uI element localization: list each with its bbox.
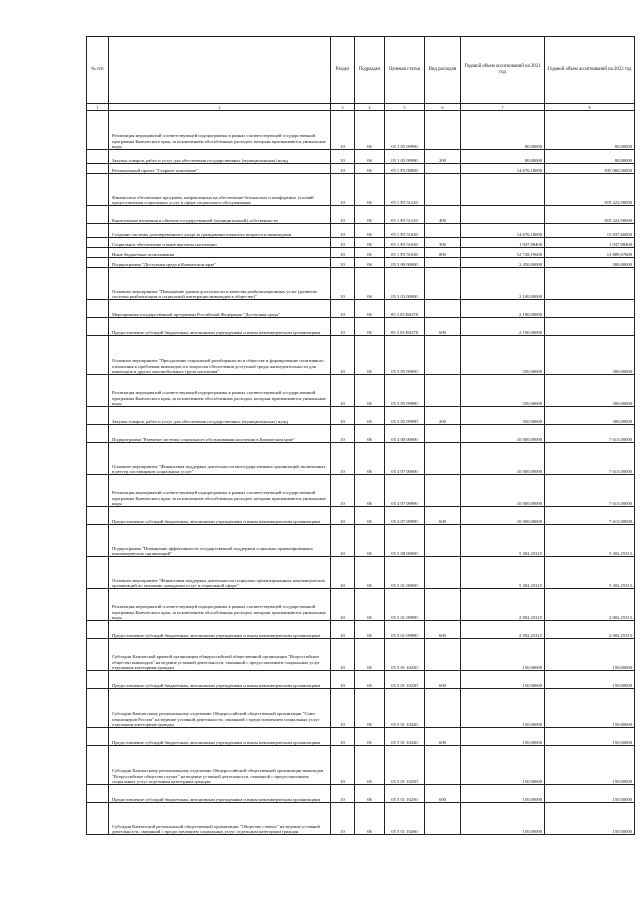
cell-razdel: 10 <box>331 425 355 443</box>
cell-expense-type <box>425 639 461 671</box>
cell-target-item: 05 1 P3 00000 <box>385 164 425 174</box>
cell-amount-2021: 10 000,00000 <box>461 507 545 525</box>
table-row <box>87 238 635 248</box>
cell-num <box>87 425 109 443</box>
cell-num <box>87 475 109 507</box>
cell-amount-2021: 2 902,25315 <box>461 621 545 639</box>
cell-razdel: 10 <box>331 248 355 258</box>
cell-amount-2022 <box>545 268 635 300</box>
header-target-item: Целевая статья <box>385 37 425 104</box>
cell-amount-2022: 5 302,25315 <box>545 557 635 589</box>
cell-amount-2021: 150,00000 <box>461 785 545 803</box>
cell-num <box>87 150 109 164</box>
cell-razdel: 10 <box>331 164 355 174</box>
cell-num <box>87 206 109 224</box>
cell-amount-2022: 300,00000 <box>545 375 635 407</box>
cell-target-item: 05 4 00 00000 <box>385 425 425 443</box>
header-num: № п/п <box>87 37 109 104</box>
cell-podrazdel: 06 <box>355 150 385 164</box>
cell-num <box>87 589 109 621</box>
column-number: 6 <box>425 104 461 111</box>
cell-name: Предоставление субсидий бюджетным, автономным учреждениям и иным некоммерческим организациям <box>109 728 331 746</box>
budget-document <box>86 36 634 835</box>
cell-amount-2022 <box>545 300 635 318</box>
cell-target-item: 05 5 00 00000 <box>385 525 425 557</box>
cell-expense-type: 600 <box>425 785 461 803</box>
cell-podrazdel: 06 <box>355 318 385 336</box>
cell-podrazdel: 06 <box>355 639 385 671</box>
cell-num <box>87 639 109 671</box>
cell-target-item: 05 3 05 09990 <box>385 375 425 407</box>
cell-num <box>87 803 109 835</box>
cell-num <box>87 728 109 746</box>
cell-expense-type <box>425 557 461 589</box>
cell-expense-type: 400 <box>425 206 461 224</box>
cell-name: Основное мероприятие "Преодоление социальной разобщенности в обществе и формирование позитивного отношения к проблемам инвалидов и к вопросам обеспечения доступной среды жизнедеятельности для инвалидов и других маломобильных групп населения" <box>109 336 331 375</box>
cell-name: Основное мероприятие "Финансовая поддержка деятельности негосударственных организаций, включенных в реестр поставщиков социальных услуг" <box>109 443 331 475</box>
cell-amount-2021: 150,00000 <box>461 671 545 689</box>
cell-name: Реализация мероприятий соответствующей подпрограммы в рамках соответствующей государственной программы Камчатского края, за исключением обособленных расходов, которым присваиваются уникальные коды <box>109 375 331 407</box>
cell-expense-type: 600 <box>425 318 461 336</box>
cell-amount-2021: 12 728,19600 <box>461 248 545 258</box>
cell-num <box>87 174 109 206</box>
table-row <box>87 206 635 224</box>
column-number: 1 <box>87 104 109 111</box>
cell-amount-2021: 2 902,25315 <box>461 589 545 621</box>
cell-razdel: 10 <box>331 689 355 728</box>
header-amount-2022: Годовой объем ассигнований на 2022 год <box>545 37 635 104</box>
cell-target-item: 05 5 01 10260 <box>385 803 425 835</box>
cell-amount-2022: 300,00000 <box>545 258 635 268</box>
table-row <box>87 300 635 318</box>
cell-amount-2022: 819 222,90000 <box>545 174 635 206</box>
cell-razdel: 10 <box>331 206 355 224</box>
cell-target-item: 05 5 01 10230 <box>385 639 425 671</box>
cell-amount-2021: 150,00000 <box>461 803 545 835</box>
cell-amount-2022: 7 615,00000 <box>545 475 635 507</box>
cell-target-item: 05 3 03 R0270 <box>385 318 425 336</box>
cell-amount-2021: 150,00000 <box>461 746 545 785</box>
table-row <box>87 746 635 785</box>
cell-name: Иные бюджетные ассигнования <box>109 248 331 258</box>
cell-target-item: 05 4 07 00000 <box>385 443 425 475</box>
table-row <box>87 803 635 835</box>
cell-amount-2021: 10 000,00000 <box>461 475 545 507</box>
cell-amount-2021: 350,00000 <box>461 407 545 425</box>
cell-podrazdel: 06 <box>355 336 385 375</box>
cell-amount-2022: 1 947,98400 <box>545 238 635 248</box>
cell-razdel: 10 <box>331 268 355 300</box>
column-number: 2 <box>109 104 331 111</box>
cell-amount-2022: 150,00000 <box>545 746 635 785</box>
cell-expense-type <box>425 224 461 238</box>
cell-num <box>87 336 109 375</box>
cell-amount-2021: 2 450,00000 <box>461 258 545 268</box>
cell-razdel: 10 <box>331 238 355 248</box>
cell-razdel: 10 <box>331 407 355 425</box>
cell-amount-2022: 7 615,00000 <box>545 507 635 525</box>
cell-target-item: 05 5 01 09990 <box>385 589 425 621</box>
cell-name: Субсидии Камчатской краевой организации общероссийской общественной организации "Всероссийское общество инвалидов" на ведение уставной деятельности, связанной с предоставлением социальных услуг отдельным категориям граждан <box>109 639 331 671</box>
cell-num <box>87 525 109 557</box>
cell-name: Региональный проект "Старшее поколение" <box>109 164 331 174</box>
table-row <box>87 475 635 507</box>
cell-razdel: 10 <box>331 507 355 525</box>
cell-name: Предоставление субсидий бюджетным, автономным учреждениям и иным некоммерческим организациям <box>109 507 331 525</box>
cell-amount-2021: 150,00000 <box>461 639 545 671</box>
cell-name: Предоставление субсидий бюджетным, автономным учреждениям и иным некоммерческим организациям <box>109 671 331 689</box>
cell-razdel: 10 <box>331 174 355 206</box>
cell-podrazdel: 06 <box>355 475 385 507</box>
cell-name: Предоставление субсидий бюджетным, автономным учреждениям и иным некоммерческим организациям <box>109 318 331 336</box>
cell-target-item: 05 1 P3 51210 <box>385 174 425 206</box>
budget-table <box>86 36 635 835</box>
cell-amount-2021: 350,00000 <box>461 336 545 375</box>
cell-expense-type <box>425 425 461 443</box>
cell-podrazdel: 06 <box>355 206 385 224</box>
cell-amount-2022: 80,00000 <box>545 111 635 150</box>
cell-podrazdel: 06 <box>355 238 385 248</box>
cell-amount-2021: 1 947,98400 <box>461 238 545 248</box>
column-number: 8 <box>545 104 635 111</box>
cell-amount-2021: 150,00000 <box>461 728 545 746</box>
table-row <box>87 407 635 425</box>
cell-podrazdel: 06 <box>355 589 385 621</box>
cell-target-item: 05 5 01 10250 <box>385 746 425 785</box>
table-row <box>87 425 635 443</box>
cell-amount-2021: 5 302,25315 <box>461 557 545 589</box>
cell-num <box>87 407 109 425</box>
cell-amount-2021: 80,00000 <box>461 150 545 164</box>
cell-amount-2022: 7 615,00000 <box>545 425 635 443</box>
cell-name: Подпрограмма "Развитие системы социального обслуживания населения в Камчатском крае" <box>109 425 331 443</box>
table-row <box>87 525 635 557</box>
cell-expense-type <box>425 525 461 557</box>
cell-podrazdel: 06 <box>355 164 385 174</box>
cell-name: Капитальные вложения в объекты государственной (муниципальной) собственности <box>109 206 331 224</box>
cell-razdel: 10 <box>331 475 355 507</box>
header-amount-2021: Годовой объем ассигнований на 2021 год <box>461 37 545 104</box>
cell-razdel: 10 <box>331 336 355 375</box>
cell-podrazdel: 06 <box>355 803 385 835</box>
table-row <box>87 318 635 336</box>
table-row <box>87 507 635 525</box>
cell-amount-2022: 2 902,25315 <box>545 621 635 639</box>
cell-amount-2022: 150,00000 <box>545 728 635 746</box>
cell-razdel: 10 <box>331 746 355 785</box>
cell-amount-2022: 150,00000 <box>545 689 635 728</box>
cell-expense-type <box>425 375 461 407</box>
cell-name: Предоставление субсидий бюджетным, автономным учреждениям и иным некоммерческим организациям <box>109 785 331 803</box>
cell-podrazdel: 06 <box>355 525 385 557</box>
header-podrazdel: Подраздел <box>355 37 385 104</box>
cell-podrazdel: 06 <box>355 174 385 206</box>
table-row <box>87 336 635 375</box>
cell-num <box>87 689 109 728</box>
cell-name: Реализация мероприятий соответствующей подпрограммы в рамках соответствующей государственной программы Камчатского края, за исключением обособленных расходов, которым присваиваются уникальные коды <box>109 589 331 621</box>
cell-podrazdel: 06 <box>355 728 385 746</box>
cell-expense-type <box>425 174 461 206</box>
cell-target-item: 05 5 01 10240 <box>385 689 425 728</box>
cell-podrazdel: 06 <box>355 621 385 639</box>
cell-podrazdel: 06 <box>355 746 385 785</box>
table-row <box>87 689 635 728</box>
cell-amount-2022: 5 302,25315 <box>545 525 635 557</box>
cell-target-item: 05 1 05 09990 <box>385 111 425 150</box>
cell-razdel: 10 <box>331 300 355 318</box>
cell-podrazdel: 06 <box>355 258 385 268</box>
cell-podrazdel: 06 <box>355 557 385 589</box>
table-row <box>87 164 635 174</box>
cell-razdel: 10 <box>331 150 355 164</box>
cell-podrazdel: 06 <box>355 443 385 475</box>
table-row <box>87 671 635 689</box>
cell-name: Финансовое обеспечение программ, направленных на обеспечение безопасных и комфортных условий предоставления социальных услуг в сфере социального обслуживания <box>109 174 331 206</box>
header-expense-type: Вид расходов <box>425 37 461 104</box>
cell-target-item: 05 4 07 09990 <box>385 475 425 507</box>
cell-amount-2022: 150,00000 <box>545 803 635 835</box>
cell-expense-type: 200 <box>425 407 461 425</box>
cell-razdel: 10 <box>331 258 355 268</box>
cell-razdel: 10 <box>331 224 355 238</box>
cell-expense-type: 200 <box>425 150 461 164</box>
cell-amount-2022: 13 889,67600 <box>545 248 635 258</box>
cell-razdel: 10 <box>331 111 355 150</box>
cell-name: Субсидии Камчатскому региональному отделению Общероссийской общественной организации инвалидов "Всероссийское общество глухих" на ведение уставной деятельности, связанной с предоставлением социальных услуг отдельным категориям граждан <box>109 746 331 785</box>
cell-podrazdel: 06 <box>355 671 385 689</box>
cell-target-item: 05 4 07 09990 <box>385 507 425 525</box>
cell-expense-type: 800 <box>425 248 461 258</box>
cell-razdel: 10 <box>331 318 355 336</box>
cell-num <box>87 443 109 475</box>
cell-razdel: 10 <box>331 728 355 746</box>
cell-razdel: 10 <box>331 803 355 835</box>
cell-razdel: 10 <box>331 621 355 639</box>
column-number: 3 <box>331 104 355 111</box>
cell-amount-2021: 10 000,00000 <box>461 443 545 475</box>
cell-razdel: 10 <box>331 557 355 589</box>
table-row <box>87 443 635 475</box>
cell-expense-type <box>425 111 461 150</box>
cell-razdel: 10 <box>331 785 355 803</box>
table-row <box>87 375 635 407</box>
cell-amount-2021: 2 100,00000 <box>461 268 545 300</box>
cell-num <box>87 111 109 150</box>
cell-name: Создание системы долговременного ухода за гражданами пожилого возраста и инвалидами <box>109 224 331 238</box>
table-row <box>87 111 635 150</box>
cell-num <box>87 268 109 300</box>
cell-name: Основное мероприятие "Финансовая поддержка деятельности социально ориентированных некоммерческих организаций по оказанию гражданам услуг в социальной сфере" <box>109 557 331 589</box>
cell-podrazdel: 06 <box>355 268 385 300</box>
cell-num <box>87 746 109 785</box>
cell-expense-type <box>425 258 461 268</box>
cell-name: Закупка товаров, работ и услуг для обеспечения государственных (муниципальных) нужд <box>109 407 331 425</box>
cell-expense-type <box>425 589 461 621</box>
cell-num <box>87 557 109 589</box>
cell-name: Субсидии Камчатскому региональному отделению Общероссийской общественной организации "Союз пенсионеров России" на ведение уставной деятельности, связанной с предоставлением социальных услуг отдельным категориям граждан <box>109 689 331 728</box>
cell-target-item: 05 1 P3 51210 <box>385 206 425 224</box>
cell-amount-2022: 80,00000 <box>545 150 635 164</box>
cell-amount-2021: 350,00000 <box>461 375 545 407</box>
cell-target-item: 05 3 03 R0270 <box>385 300 425 318</box>
cell-amount-2021 <box>461 206 545 224</box>
cell-name: Реализация мероприятий соответствующей подпрограммы в рамках соответствующей государственной программы Камчатского края, за исключением обособленных расходов, которым присваиваются уникальные коды <box>109 475 331 507</box>
cell-amount-2021: 14 676,18000 <box>461 164 545 174</box>
cell-amount-2021: 80,00000 <box>461 111 545 150</box>
cell-razdel: 10 <box>331 525 355 557</box>
cell-target-item: 05 1 05 09990 <box>385 150 425 164</box>
table-row <box>87 248 635 258</box>
column-number-row <box>87 104 635 111</box>
table-row <box>87 589 635 621</box>
cell-num <box>87 224 109 238</box>
cell-amount-2022: 2 902,25315 <box>545 589 635 621</box>
cell-num <box>87 375 109 407</box>
cell-razdel: 10 <box>331 639 355 671</box>
table-row <box>87 557 635 589</box>
header-name <box>109 37 331 104</box>
cell-amount-2022: 15 837,66000 <box>545 224 635 238</box>
cell-amount-2022: 7 615,00000 <box>545 443 635 475</box>
cell-amount-2021 <box>461 174 545 206</box>
cell-amount-2022: 819 222,90000 <box>545 206 635 224</box>
cell-amount-2022: 300,00000 <box>545 336 635 375</box>
cell-name: Субсидия Камчатской региональной общественной организации "Общество слепых" на ведение уставной деятельности, связанной с предоставлением социальных услуг отдельным категориям граждан <box>109 803 331 835</box>
cell-amount-2022: 835 060,56000 <box>545 164 635 174</box>
column-number: 4 <box>355 104 385 111</box>
cell-expense-type: 600 <box>425 621 461 639</box>
cell-expense-type <box>425 475 461 507</box>
cell-podrazdel: 06 <box>355 785 385 803</box>
cell-name: Предоставление субсидий бюджетным, автономным учреждениям и иным некоммерческим организациям <box>109 621 331 639</box>
cell-target-item: 05 5 01 00000 <box>385 557 425 589</box>
cell-expense-type: 600 <box>425 728 461 746</box>
cell-num <box>87 248 109 258</box>
cell-expense-type <box>425 164 461 174</box>
table-row <box>87 258 635 268</box>
cell-expense-type <box>425 268 461 300</box>
column-number: 7 <box>461 104 545 111</box>
cell-podrazdel: 06 <box>355 375 385 407</box>
cell-num <box>87 621 109 639</box>
cell-podrazdel: 06 <box>355 425 385 443</box>
cell-expense-type <box>425 336 461 375</box>
cell-amount-2021: 2 100,00000 <box>461 318 545 336</box>
cell-num <box>87 785 109 803</box>
cell-target-item: 05 1 P3 51630 <box>385 224 425 238</box>
cell-amount-2021: 2 100,00000 <box>461 300 545 318</box>
header-razdel: Раздел <box>331 37 355 104</box>
cell-name: Мероприятия государственной программы Российской Федерации "Доступная среда" <box>109 300 331 318</box>
cell-num <box>87 671 109 689</box>
cell-expense-type <box>425 803 461 835</box>
cell-amount-2021: 14 676,18000 <box>461 224 545 238</box>
cell-num <box>87 258 109 268</box>
cell-expense-type <box>425 746 461 785</box>
cell-target-item: 05 3 03 00000 <box>385 268 425 300</box>
cell-expense-type: 600 <box>425 671 461 689</box>
cell-podrazdel: 06 <box>355 300 385 318</box>
cell-target-item: 05 5 01 10230 <box>385 671 425 689</box>
cell-target-item: 05 5 01 10250 <box>385 785 425 803</box>
table-row <box>87 174 635 206</box>
cell-target-item: 05 3 05 09990 <box>385 407 425 425</box>
cell-expense-type: 300 <box>425 238 461 248</box>
cell-amount-2022: 150,00000 <box>545 785 635 803</box>
cell-expense-type <box>425 443 461 475</box>
cell-amount-2022: 300,00000 <box>545 407 635 425</box>
cell-num <box>87 164 109 174</box>
cell-expense-type <box>425 300 461 318</box>
cell-num <box>87 507 109 525</box>
table-body <box>87 111 635 835</box>
cell-target-item: 05 3 00 00000 <box>385 258 425 268</box>
cell-podrazdel: 06 <box>355 224 385 238</box>
cell-podrazdel: 06 <box>355 248 385 258</box>
cell-num <box>87 318 109 336</box>
cell-amount-2021: 150,00000 <box>461 689 545 728</box>
cell-name: Социальное обеспечение и иные выплаты населению <box>109 238 331 248</box>
cell-amount-2021: 10 000,00000 <box>461 425 545 443</box>
table-row <box>87 728 635 746</box>
cell-amount-2022 <box>545 318 635 336</box>
cell-podrazdel: 06 <box>355 111 385 150</box>
cell-amount-2022: 150,00000 <box>545 671 635 689</box>
cell-name: Реализация мероприятий соответствующей подпрограммы в рамках соответствующей государственной программы Камчатского края, за исключением обособленных расходов, которым присваиваются уникальные коды <box>109 111 331 150</box>
cell-target-item: 05 5 01 10240 <box>385 728 425 746</box>
cell-razdel: 10 <box>331 671 355 689</box>
cell-podrazdel: 06 <box>355 407 385 425</box>
cell-num <box>87 300 109 318</box>
table-header-row <box>87 37 635 104</box>
table-row <box>87 785 635 803</box>
cell-name: Подпрограмма "Повышение эффективности государственной поддержки социально ориентированных некоммерческих организаций" <box>109 525 331 557</box>
table-row <box>87 621 635 639</box>
cell-num <box>87 238 109 248</box>
cell-razdel: 10 <box>331 589 355 621</box>
cell-target-item: 05 5 01 09990 <box>385 621 425 639</box>
table-row <box>87 150 635 164</box>
cell-target-item: 05 1 P3 51630 <box>385 238 425 248</box>
cell-razdel: 10 <box>331 443 355 475</box>
table-row <box>87 268 635 300</box>
cell-expense-type <box>425 689 461 728</box>
cell-podrazdel: 06 <box>355 507 385 525</box>
cell-podrazdel: 06 <box>355 689 385 728</box>
cell-name: Основное мероприятие "Повышение уровня доступности и качества реабилитационных услуг (развитие системы реабилитации и социальной интеграции инвалидов в обществе)" <box>109 268 331 300</box>
cell-name: Подпрограмма "Доступная среда в Камчатском крае" <box>109 258 331 268</box>
cell-target-item: 05 3 05 00000 <box>385 336 425 375</box>
table-row <box>87 639 635 671</box>
cell-expense-type: 600 <box>425 507 461 525</box>
table-row <box>87 224 635 238</box>
cell-amount-2021: 5 302,25315 <box>461 525 545 557</box>
cell-target-item: 05 1 P3 51630 <box>385 248 425 258</box>
cell-name: Закупка товаров, работ и услуг для обеспечения государственных (муниципальных) нужд <box>109 150 331 164</box>
cell-amount-2022: 150,00000 <box>545 639 635 671</box>
cell-razdel: 10 <box>331 375 355 407</box>
column-number: 5 <box>385 104 425 111</box>
